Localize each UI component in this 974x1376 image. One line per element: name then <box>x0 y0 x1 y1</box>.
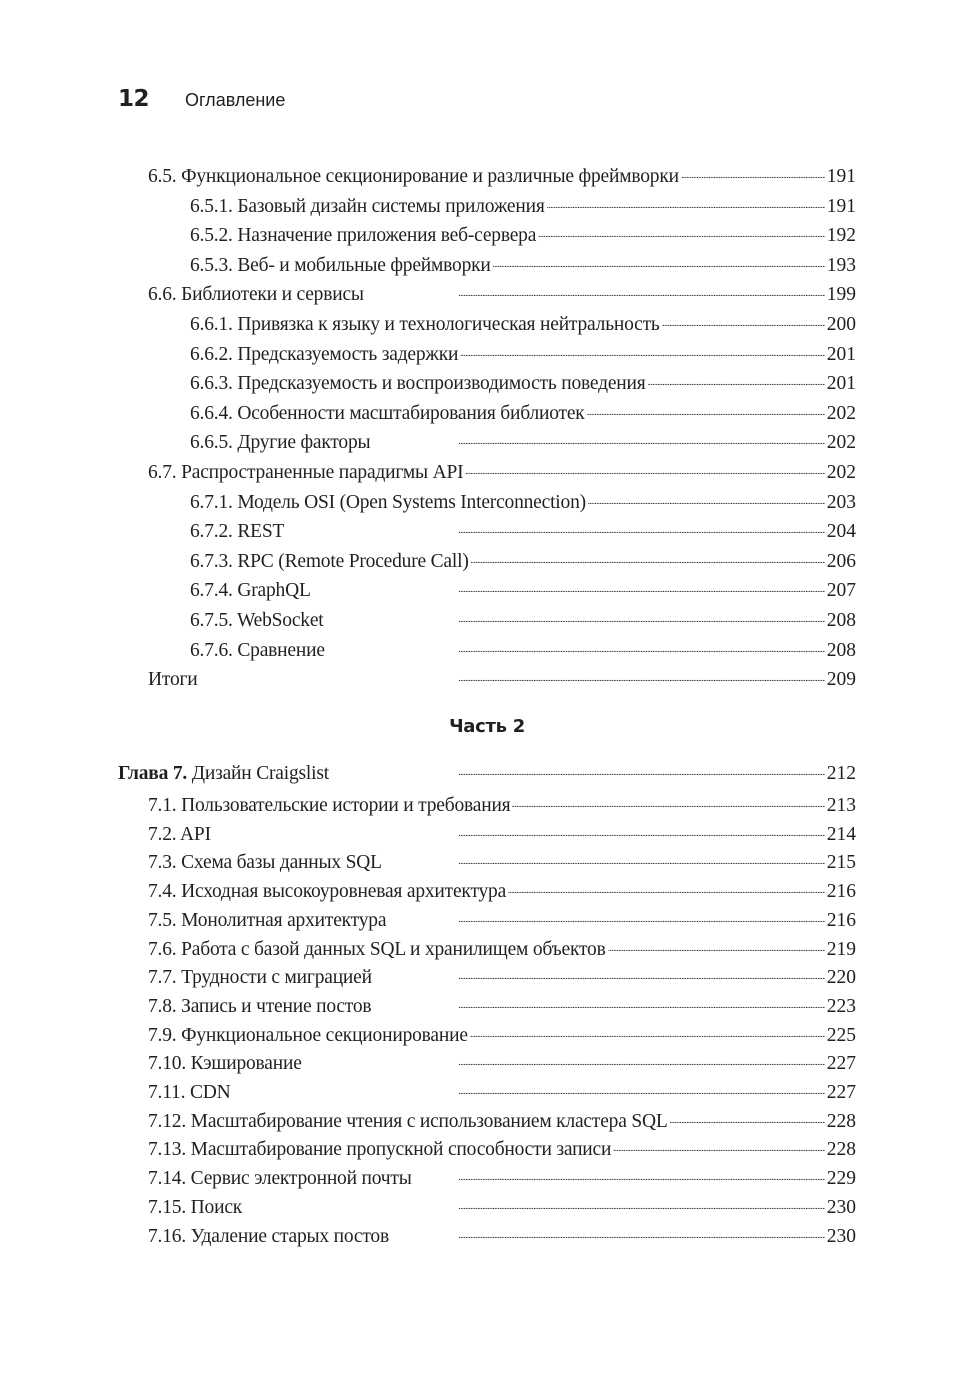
toc-chapter-entry[interactable] <box>0 759 974 785</box>
dot-leader <box>538 221 825 241</box>
toc-entry-page: 227 <box>826 1052 856 1074</box>
toc-entry[interactable] <box>0 636 974 662</box>
toc-entry-label: 6.6.3. Предсказуемость и воспроизводимость поведения <box>190 372 646 394</box>
toc-entry[interactable] <box>0 1021 974 1047</box>
toc-entry-page: 207 <box>826 579 856 601</box>
toc-entry-label: 7.3. Схема базы данных SQL <box>148 851 382 873</box>
dot-leader <box>304 1049 825 1069</box>
toc-entry[interactable] <box>0 1222 974 1248</box>
toc-entry-page: 209 <box>826 668 856 690</box>
toc-entry[interactable] <box>0 162 974 188</box>
toc-entry[interactable] <box>0 1078 974 1104</box>
toc-entry-page: 208 <box>826 639 856 661</box>
dot-leader <box>326 606 825 626</box>
dot-leader <box>374 963 825 983</box>
toc-entry[interactable] <box>0 576 974 602</box>
toc-entry-page: 202 <box>826 461 856 483</box>
toc-entry-label: 6.5. Функциональное секционирование и различные фреймворки <box>148 165 679 187</box>
dot-leader <box>471 547 825 567</box>
toc-entry[interactable] <box>0 877 974 903</box>
toc-entry[interactable] <box>0 1049 974 1075</box>
dot-leader <box>373 992 824 1012</box>
toc-entry-page: 213 <box>826 794 856 816</box>
dot-leader <box>391 1222 825 1242</box>
running-title: Оглавление <box>185 90 286 110</box>
toc-entry-label: 6.7.6. Сравнение <box>190 639 325 661</box>
toc-entry-page: 192 <box>826 224 856 246</box>
toc-entry-label: 7.2. API <box>148 823 211 845</box>
toc-entry-page: 228 <box>826 1110 856 1132</box>
toc-entry-page: 201 <box>826 343 856 365</box>
toc-entry[interactable] <box>0 1164 974 1190</box>
toc-entry-page: 200 <box>826 313 856 335</box>
toc-entry-page: 199 <box>826 283 856 305</box>
page-header <box>118 86 285 120</box>
toc-entry-label: 7.1. Пользовательские истории и требования <box>148 794 511 816</box>
toc-entry[interactable] <box>0 369 974 395</box>
dot-leader <box>313 576 825 596</box>
toc-entry-label: 6.6.4. Особенности масштабирования библиотек <box>190 402 585 424</box>
dot-leader <box>681 162 825 182</box>
toc-entry[interactable] <box>0 606 974 632</box>
dot-leader <box>460 340 825 360</box>
dot-leader <box>608 935 825 955</box>
toc-entry-page: 204 <box>826 520 856 542</box>
dot-leader <box>388 906 824 926</box>
dot-leader <box>372 428 824 448</box>
toc-entry-label: 6.7.4. GraphQL <box>190 579 311 601</box>
toc-entry[interactable] <box>0 1107 974 1133</box>
part-title: Часть 2 <box>449 716 525 737</box>
toc-entry-label: 7.15. Поиск <box>148 1196 243 1218</box>
toc-entry[interactable] <box>0 935 974 961</box>
toc-entry-page: 191 <box>826 165 856 187</box>
dot-leader <box>233 1078 825 1098</box>
toc-entry-label: 6.6. Библиотеки и сервисы <box>148 283 364 305</box>
toc-entry-page: 193 <box>826 254 856 276</box>
toc-entry-page: 229 <box>826 1167 856 1189</box>
toc-entry[interactable] <box>0 428 974 454</box>
dot-leader <box>384 848 825 868</box>
toc-entry[interactable] <box>0 340 974 366</box>
toc-entry-label: 7.9. Функциональное секционирование <box>148 1024 468 1046</box>
toc-entry-page: 228 <box>826 1138 856 1160</box>
dot-leader <box>493 251 825 271</box>
dot-leader <box>286 517 825 537</box>
toc-entry[interactable] <box>0 310 974 336</box>
toc-entry-page: 225 <box>826 1024 856 1046</box>
toc-entry-page: 214 <box>826 823 856 845</box>
toc-entry-label: 7.14. Сервис электронной почты <box>148 1167 412 1189</box>
toc-entry-label: 6.5.2. Назначение приложения веб-сервера <box>190 224 537 246</box>
toc-entry-label <box>118 763 329 785</box>
toc-entry-label: 7.5. Монолитная архитектура <box>148 909 387 931</box>
toc-entry-page: 220 <box>826 966 856 988</box>
dot-leader <box>588 488 825 508</box>
toc-entry[interactable] <box>0 221 974 247</box>
toc-entry-label: 7.11. CDN <box>148 1081 231 1103</box>
toc-entry[interactable] <box>0 192 974 218</box>
toc-entry[interactable] <box>0 848 974 874</box>
dot-leader <box>244 1193 825 1213</box>
toc-entry-page: 201 <box>826 372 856 394</box>
dot-leader <box>213 820 825 840</box>
toc-entry-label: 7.13. Масштабирование пропускной способности записи <box>148 1138 612 1160</box>
toc-entry-label: 6.7.1. Модель OSI (Open Systems Interconnection) <box>190 491 586 513</box>
toc-entry[interactable] <box>0 280 974 306</box>
dot-leader <box>200 665 825 685</box>
toc-entry-label: 6.7.3. RPC (Remote Procedure Call) <box>190 550 469 572</box>
toc-entry-label: 6.6.5. Другие факторы <box>190 431 371 453</box>
toc-entry-page: 230 <box>826 1196 856 1218</box>
toc-entry-label: 7.8. Запись и чтение постов <box>148 995 372 1017</box>
chapter-prefix: Глава 7. <box>118 762 188 784</box>
toc-entry[interactable] <box>0 992 974 1018</box>
toc-entry-label: 6.7.2. REST <box>190 520 285 542</box>
toc-entry[interactable] <box>0 517 974 543</box>
dot-leader <box>587 399 825 419</box>
chapter-title: Дизайн Craigslist <box>187 762 329 784</box>
page-number: 12 <box>118 86 150 112</box>
toc-entry-page: 208 <box>826 609 856 631</box>
toc-entry-label: 7.7. Трудности с миграцией <box>148 966 372 988</box>
toc-entry[interactable] <box>0 399 974 425</box>
dot-leader <box>366 280 825 300</box>
toc-entry-page: 203 <box>826 491 856 513</box>
toc-entry-label: Итоги <box>148 668 198 690</box>
dot-leader <box>331 759 825 779</box>
dot-leader <box>327 636 825 656</box>
toc-entry-label: 7.4. Исходная высокоуровневая архитектура <box>148 880 507 902</box>
toc-entry-page: 212 <box>826 762 856 784</box>
toc-entry[interactable] <box>0 963 974 989</box>
toc-entry-page: 230 <box>826 1225 856 1247</box>
toc-entry-label: 6.6.1. Привязка к языку и технологическая нейтральность <box>190 313 660 335</box>
toc-entry-label: 7.10. Кэширование <box>148 1052 302 1074</box>
toc-entry[interactable] <box>0 458 974 484</box>
dot-leader <box>648 369 825 389</box>
toc-entry[interactable] <box>0 906 974 932</box>
toc-entry-label: 6.6.2. Предсказуемость задержки <box>190 343 459 365</box>
toc-entry-page: 227 <box>826 1081 856 1103</box>
toc-entry-page: 206 <box>826 550 856 572</box>
dot-leader <box>670 1107 825 1127</box>
toc-entry-label: 6.5.3. Веб- и мобильные фреймворки <box>190 254 491 276</box>
toc-entry-page: 215 <box>826 851 856 873</box>
toc-entry[interactable] <box>0 820 974 846</box>
dot-leader <box>465 458 824 478</box>
toc-entry[interactable] <box>0 1135 974 1161</box>
dot-leader <box>662 310 825 330</box>
toc-entry-page: 202 <box>826 402 856 424</box>
toc-entry-page: 191 <box>826 195 856 217</box>
toc-entry-label: 6.7. Распространенные парадигмы API <box>148 461 464 483</box>
toc-entry-label: 7.12. Масштабирование чтения с использованием кластера SQL <box>148 1110 668 1132</box>
dot-leader <box>470 1021 825 1041</box>
toc-entry-label: 6.7.5. WebSocket <box>190 609 324 631</box>
dot-leader <box>512 791 824 811</box>
dot-leader <box>414 1164 825 1184</box>
toc-entry-label: 7.16. Удаление старых постов <box>148 1225 389 1247</box>
toc-entry[interactable] <box>0 791 974 817</box>
toc-entry-label: 6.5.1. Базовый дизайн системы приложения <box>190 195 545 217</box>
toc-entry[interactable] <box>0 488 974 514</box>
toc-entry-label: 7.6. Работа с базой данных SQL и хранилищем объектов <box>148 938 606 960</box>
dot-leader <box>547 192 825 212</box>
toc-entry[interactable] <box>0 1193 974 1219</box>
toc-entry-page: 202 <box>826 431 856 453</box>
toc-entry[interactable] <box>0 665 974 691</box>
dot-leader <box>508 877 825 897</box>
toc-entry-page: 219 <box>826 938 856 960</box>
toc-entry[interactable] <box>0 547 974 573</box>
toc-entry-page: 216 <box>826 880 856 902</box>
dot-leader <box>613 1135 825 1155</box>
toc-entry-page: 223 <box>826 995 856 1017</box>
toc-entry-page: 216 <box>826 909 856 931</box>
toc-entry[interactable] <box>0 251 974 277</box>
